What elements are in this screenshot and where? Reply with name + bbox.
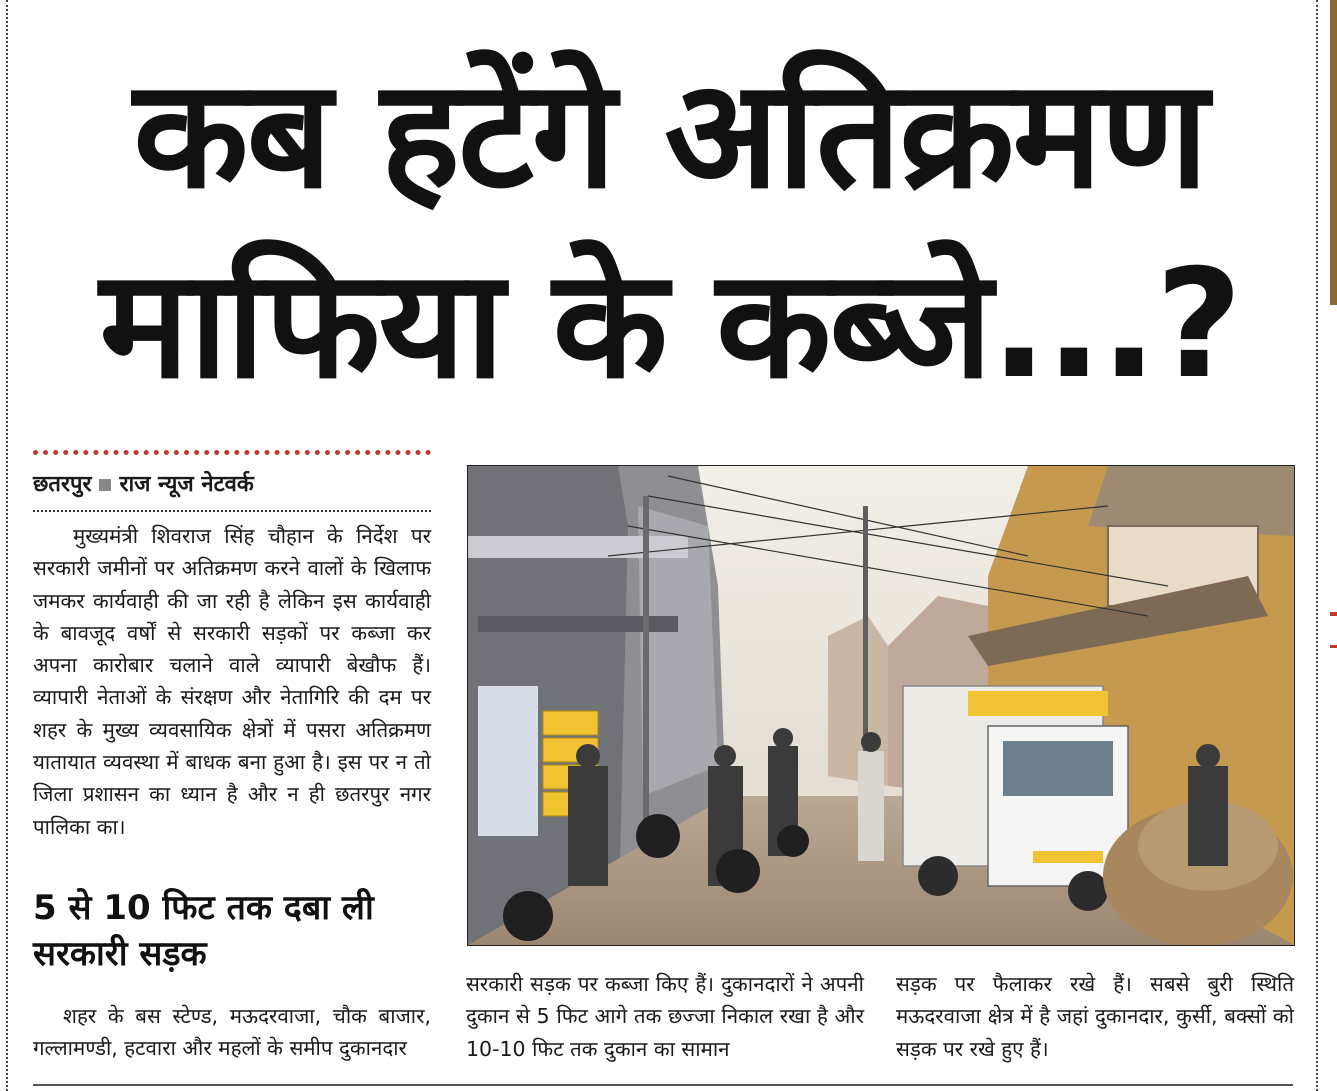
left-column-divider [6, 0, 8, 1091]
article-column-3: सड़क पर फैलाकर रखे हैं। सबसे बुरी स्थिति मऊदरवाजा क्षेत्र में है जहां दुकानदार, कुर्सी, बक्सों को सड़क पर रखे हुए हैं। [896, 972, 1294, 1061]
article-subheading: 5 से 10 फिट तक दबा ली सरकारी सड़क [33, 888, 374, 974]
right-column-divider [1316, 0, 1318, 1091]
red-dotted-rule [33, 450, 431, 455]
adjacent-photo-edge [1330, 0, 1337, 305]
adjacent-red-rule [1330, 612, 1337, 616]
article-paragraph-2: शहर के बस स्टेण्ड, मऊदरवाजा, चौक बाजार, गल्लामण्डी, हटवारा और महलों के समीप दुकानदार [33, 1004, 431, 1061]
adjacent-red-dots [1330, 645, 1337, 648]
page-bottom-rule [33, 1084, 1293, 1086]
dateline-separator [99, 479, 111, 491]
dotted-rule [33, 510, 431, 512]
headline [40, 40, 1300, 420]
street-photo [467, 465, 1295, 946]
dateline-bureau: राज न्यूज नेटवर्क [119, 472, 254, 497]
headline-line-1: कब हटेंगे अतिक्रमण [133, 48, 1207, 222]
headline-line-2: माफिया के कब्जे...? [99, 238, 1241, 412]
article-column-2: सरकारी सड़क पर कब्जा किए हैं। दुकानदारों ने अपनी दुकान से 5 फिट आगे तक छज्जा निकाल रखा है और 10-10 फिट तक दुकान का सामान [466, 972, 864, 1061]
dateline-place: छतरपुर [33, 472, 92, 497]
article-paragraph-1: मुख्यमंत्री शिवराज सिंह चौहान के निर्देश पर सरकारी जमीनों पर अतिक्रमण करने वालों के खिलाफ जमकर कार्यवाही की जा रही है लेकिन इस कार्यवाही के बावजूद वर्षों से सरकारी सड़कों पर कब्जा कर अपना कारोबार चलाने वाले व्यापारी बेखौफ हैं। व्यापारी नेताओं के संरक्षण और नेतागिरि की दम पर शहर के मुख्य व्यवसायिक क्षेत्रों में पसरा अतिक्रमण यातायात व्यवस्था में बाधक बना हुआ है। इस पर न तो जिला प्रशासन का ध्यान है और न ही छतरपुर नगर पालिका का। [33, 524, 431, 839]
dateline [33, 470, 431, 500]
